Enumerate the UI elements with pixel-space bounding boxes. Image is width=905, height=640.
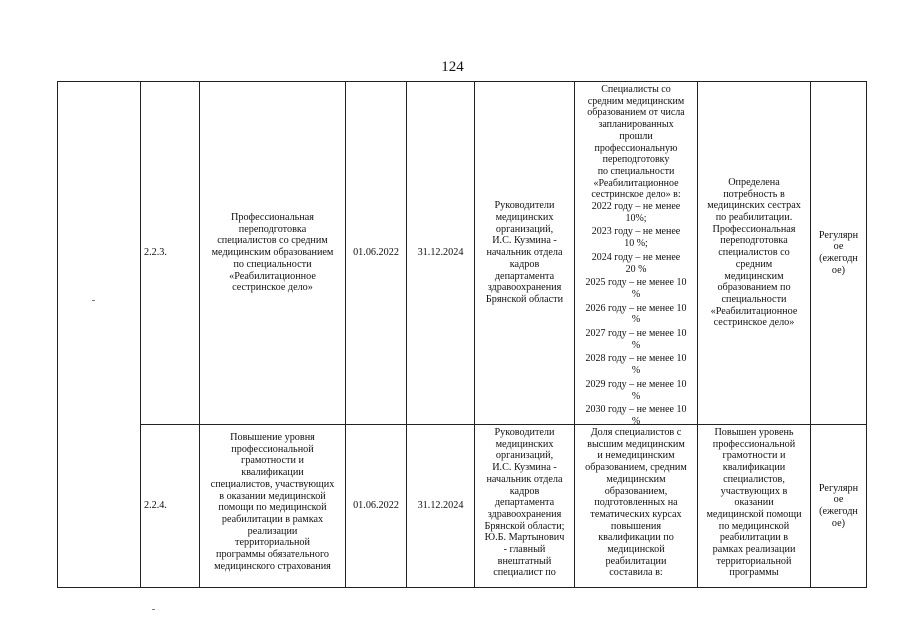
text-line: оказании — [734, 497, 774, 509]
text-line: % — [631, 314, 641, 326]
text-line: специалистов, — [723, 473, 785, 485]
text-line: квалификации — [241, 467, 304, 479]
text-line: % — [631, 339, 641, 351]
text-line: квалификации по — [598, 532, 674, 544]
text-line: здравоохранения — [487, 508, 562, 520]
text-line: Профессиональная — [231, 212, 314, 224]
text-line: запланированных — [598, 119, 674, 131]
row-number-text: 2.2.4. — [144, 500, 167, 512]
text-line: по специальности — [233, 258, 312, 270]
text-line: Специалисты со — [601, 84, 671, 95]
text-line: подготовленных на — [594, 497, 678, 509]
text-line: Руководители — [494, 427, 555, 438]
text-line: медицинских — [495, 212, 554, 224]
text-line: реабилитации в рамках — [221, 513, 324, 525]
text-line: территориальной — [716, 555, 792, 567]
measure-title — [200, 82, 345, 424]
text-line: департамента — [494, 497, 555, 509]
text-line: медицинских — [495, 438, 554, 450]
text-line: организаций, — [495, 223, 554, 235]
text-line: начальник отдела — [486, 473, 563, 485]
text-line: 10%; — [625, 212, 647, 224]
text-line: начальник отдела — [486, 247, 563, 259]
responsible — [475, 82, 574, 424]
text-line: 20 % — [625, 263, 647, 275]
text-line: «Реабилитационное — [229, 270, 316, 282]
text-line: повышения — [610, 520, 662, 532]
end-date-text: 31.12.2024 — [417, 500, 464, 512]
text-line: потребность в — [723, 188, 785, 200]
text-line: профессиональную — [594, 142, 678, 154]
text-line: ое) — [831, 517, 846, 529]
start-date — [346, 425, 406, 587]
text-line: по специальности — [597, 165, 675, 177]
text-line: средним медицинским — [587, 95, 685, 107]
text-line: Ю.Б. Мартынович — [484, 532, 565, 544]
text-line: и немедицинским — [597, 450, 675, 462]
text-line: 2024 году – не менее — [591, 251, 681, 263]
text-line: медицинского страхования — [214, 560, 331, 572]
text-line: помощи по медицинской — [218, 502, 327, 514]
text-line: % — [631, 365, 641, 377]
text-line: департамента — [494, 270, 555, 282]
text-line: по медицинской — [718, 520, 790, 532]
scan-speck — [92, 300, 95, 301]
text-line: высшим медицинским — [587, 438, 685, 450]
text-line: Повышен уровень — [714, 427, 794, 438]
text-line: здравоохранения — [487, 282, 562, 294]
text-line: медицинским образованием — [211, 247, 334, 259]
text-line: 2030 году – не менее 10 — [585, 404, 687, 416]
text-line: % — [631, 415, 641, 427]
text-line: 2025 году – не менее 10 — [585, 277, 687, 289]
text-line: переподготовка — [720, 235, 788, 247]
text-line: ое — [833, 494, 844, 506]
text-line: «Реабилитационное — [710, 305, 798, 317]
text-line: 2027 году – не менее 10 — [585, 328, 687, 340]
text-line: специалистов со средним — [217, 235, 328, 247]
text-line: Доля специалистов с — [590, 427, 682, 438]
text-line: 2022 году – не менее — [591, 201, 681, 213]
result — [698, 82, 810, 424]
text-line: Брянской области — [485, 293, 564, 305]
measure-title — [200, 425, 345, 587]
text-line: территориальной — [235, 537, 310, 549]
indicator — [575, 82, 697, 427]
text-line: Регулярн — [818, 482, 859, 494]
start-date-text: 01.06.2022 — [353, 247, 399, 259]
text-line: Повышение уровня — [230, 432, 315, 443]
text-line: реабилитации — [605, 555, 667, 567]
text-line: сестринское дело» в: — [591, 189, 681, 201]
text-line: И.С. Кузмина - — [492, 235, 557, 247]
text-line: медицинской — [607, 544, 665, 556]
text-line: кадров — [509, 258, 540, 270]
text-line: кадров — [509, 485, 540, 497]
text-line: специалист по — [493, 567, 556, 579]
row-number — [141, 425, 199, 587]
text-line: тематических курсах — [590, 508, 682, 520]
text-line: 2028 году – не менее 10 — [585, 353, 687, 365]
text-line: (ежегодн — [819, 253, 858, 264]
start-date-text: 01.06.2022 — [353, 500, 399, 512]
text-line: реализации — [247, 525, 298, 537]
result — [698, 425, 810, 587]
text-line: специальности — [721, 293, 787, 305]
text-line: переподготовка — [238, 223, 307, 235]
table-border-left — [57, 81, 58, 588]
text-line: в оказании медицинской — [219, 490, 326, 502]
indicator — [575, 425, 697, 587]
end-date-text: 31.12.2024 — [417, 247, 464, 259]
text-line: 10 %; — [624, 238, 648, 250]
text-line: медицинским — [724, 270, 784, 282]
text-line: Брянской области; — [484, 520, 565, 532]
end-date — [407, 82, 474, 424]
text-line: % — [631, 288, 641, 300]
end-date — [407, 425, 474, 587]
text-line: грамотности и — [722, 450, 786, 462]
text-line: составила в: — [609, 567, 663, 579]
text-line: ое — [833, 241, 844, 253]
text-line: программы — [729, 567, 779, 579]
text-line: специалистов, участвующих — [210, 478, 335, 490]
frequency — [811, 82, 866, 424]
text-line: образованием, средним — [585, 462, 687, 474]
text-line: 2023 году – не менее — [591, 226, 681, 238]
page-number: 124 — [441, 59, 464, 75]
text-line: грамотности и — [241, 455, 304, 467]
start-date — [346, 82, 406, 424]
text-line: переподготовку — [602, 154, 670, 166]
text-line: сестринское дело» — [713, 317, 795, 329]
text-line: прошли — [619, 130, 653, 142]
text-line: квалификации — [722, 462, 786, 474]
text-line: образованием от числа — [587, 107, 685, 119]
text-line: сестринское дело» — [232, 282, 313, 294]
table-border-bottom — [57, 587, 867, 588]
text-line: средним — [735, 258, 773, 270]
text-line: программы обязательного — [216, 549, 329, 561]
text-line: медицинских сестрах — [707, 200, 801, 212]
frequency — [811, 425, 866, 587]
text-line: внештатный — [497, 555, 552, 567]
text-line: 2026 году – не менее 10 — [585, 302, 687, 314]
text-line: медицинской помощи — [706, 508, 802, 520]
text-line: по реабилитации. — [715, 212, 793, 224]
text-line: рамках реализации — [712, 544, 796, 556]
text-line: Профессиональная — [712, 223, 796, 235]
text-line: специалистов со — [718, 247, 790, 259]
text-line: профессиональной — [712, 438, 796, 450]
text-line: И.С. Кузмина - — [492, 462, 557, 474]
text-line: Определена — [728, 176, 780, 188]
text-line: Руководители — [494, 200, 555, 212]
row-number — [141, 82, 199, 424]
text-line: организаций, — [495, 450, 554, 462]
responsible — [475, 425, 574, 587]
scan-speck — [152, 609, 155, 610]
text-line: 2029 году – не менее 10 — [585, 378, 687, 390]
text-line: - главный — [503, 544, 546, 556]
text-line: профессиональной — [231, 443, 314, 455]
text-line: образованием, — [604, 485, 668, 497]
text-line: участвующих в — [720, 485, 788, 497]
text-line: % — [631, 390, 641, 402]
table-border-right — [866, 81, 867, 588]
text-line: Регулярн — [818, 229, 859, 241]
row-number-text: 2.2.3. — [144, 247, 167, 259]
text-line: ое) — [831, 264, 846, 276]
text-line: «Реабилитационное — [593, 177, 679, 189]
text-line: образованием по — [717, 282, 791, 294]
text-line: реабилитации в — [719, 532, 789, 544]
text-line: медицинским — [606, 473, 666, 485]
text-line: (ежегодн — [819, 506, 858, 517]
